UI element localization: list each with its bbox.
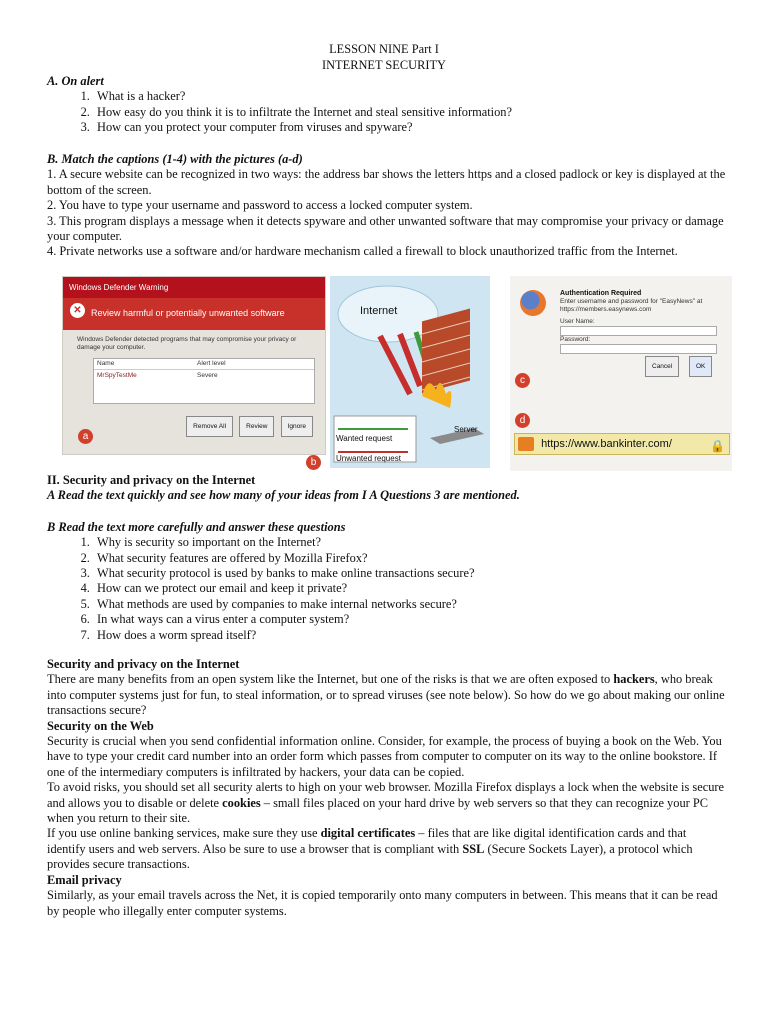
lesson-title: LESSON NINE Part I	[329, 42, 439, 56]
list-item: 4. How can we protect our email and keep it private?	[93, 581, 727, 596]
unwanted-request-label: Unwanted request	[336, 454, 401, 463]
figure-a-label: a	[78, 429, 93, 444]
list-item: 1. What is a hacker?	[93, 89, 727, 104]
list-item: 2. What security features are offered by Mozilla Firefox?	[93, 551, 727, 566]
list-item: 5. What methods are used by companies to make internal networks secure?	[93, 597, 727, 612]
figure-c-label: c	[515, 373, 530, 388]
section-ii-heading: II. Security and privacy on the Internet	[47, 473, 256, 487]
padlock-icon: 🔒	[710, 439, 725, 453]
bank-logo-icon	[518, 437, 534, 451]
col-alert-header: Alert level	[197, 359, 226, 367]
article-paragraph-2: Security is crucial when you send confidential information online. Consider, for example, the process of buying a book on the Web. You have to type your credit card number into an order form which passes from computer to computer on its way to the online bookstore. If one of the intermediary computers is infiltrated by hackers, your data can be copied.	[47, 734, 722, 779]
password-input[interactable]	[560, 344, 717, 354]
section-a-heading: A. On alert	[47, 74, 104, 88]
article-paragraph-4: If you use online banking services, make sure they use digital certificates – files that are like digital identification cards and that identify users and web servers. Also be sure to use a browser that is compliant with SSL (Secure Sockets Layer), a protocol which provides secure transactions.	[47, 826, 693, 872]
username-input[interactable]	[560, 326, 717, 336]
list-item: 2. How easy do you think it is to infiltrate the Internet and steal sensitive information?	[93, 105, 727, 120]
section-ii-questions	[47, 535, 727, 643]
shield-x-icon: ✕	[70, 303, 85, 318]
password-label: Password:	[560, 336, 591, 343]
caption-2: 2. You have to type your username and password to access a locked computer system.	[47, 198, 473, 213]
list-item: 3. What security protocol is used by banks to make online transactions secure?	[93, 566, 727, 581]
figure-d-address-bar[interactable]	[514, 433, 730, 455]
article-paragraph-1: There are many benefits from an open system like the Internet, but one of the risks is that we are often exposed to hackers, who break into computer systems just for fun, to steal information, or to spread viruses (see note below). So how do we go about making our online transactions secure?	[47, 672, 725, 718]
col-name-header: Name	[97, 359, 115, 367]
figure-b-label: b	[306, 455, 321, 470]
article-heading: Security and privacy on the Internet	[47, 657, 240, 671]
task-b: B Read the text more carefully and answer these questions	[47, 519, 346, 534]
threat-name: MrSpyTestMe	[97, 371, 137, 379]
figure-d-label: d	[515, 413, 530, 428]
auth-cancel-button[interactable]: Cancel	[645, 356, 679, 377]
email-privacy-heading: Email privacy	[47, 872, 122, 887]
defender-warning-banner	[63, 298, 325, 329]
auth-title: Authentication Required	[560, 290, 642, 297]
list-item: 1. Why is security so important on the Internet?	[93, 535, 727, 550]
server-label: Server	[454, 425, 478, 434]
review-button[interactable]: Review	[239, 416, 274, 437]
remove-all-button[interactable]: Remove All	[186, 416, 233, 437]
caption-3: 3. This program displays a message when it detects spyware and other unwanted software that may compromise your privacy or damage your computer.	[47, 213, 724, 244]
figure-b-firewall-diagram	[330, 276, 490, 468]
secure-url: https://www.bankinter.com/	[541, 438, 672, 450]
auth-prompt: Enter username and password for "EasyNews" at https://members.easynews.com	[560, 298, 703, 313]
auth-ok-button[interactable]: OK	[689, 356, 712, 377]
article-paragraph-5: Similarly, as your email travels across the Net, it is copied temporarily onto many computers in between. This means that it can be read by people who illegally enter computer systems.	[47, 888, 718, 918]
defender-warning-text: Review harmful or potentially unwanted software	[91, 308, 285, 319]
internet-label: Internet	[360, 305, 398, 317]
defender-body-text: Windows Defender detected programs that may compromise your privacy or damage your computer.	[77, 335, 297, 351]
section-b-heading: B. Match the captions (1-4) with the pictures (a-d)	[47, 152, 303, 166]
ignore-button[interactable]: Ignore	[281, 416, 313, 437]
task-a: A Read the text quickly and see how many of your ideas from I A Questions 3 are mentioned.	[47, 488, 520, 503]
lesson-subtitle: INTERNET SECURITY	[321, 58, 446, 72]
caption-4: 4. Private networks use a software and/or hardware mechanism called a firewall to block unauthorized traffic from the Internet.	[47, 244, 678, 259]
list-item: 6. In what ways can a virus enter a computer system?	[93, 612, 727, 627]
username-label: User Name:	[560, 318, 595, 325]
list-item: 7. How does a worm spread itself?	[93, 628, 727, 643]
table-row[interactable]	[94, 370, 314, 382]
security-web-heading: Security on the Web	[47, 718, 154, 733]
figure-a-defender-window	[62, 276, 326, 455]
caption-1: 1. A secure website can be recognized in two ways: the address bar shows the letters https and a closed padlock or key is displayed at the bottom of the screen.	[47, 167, 726, 197]
threat-level: Severe	[197, 371, 218, 379]
section-a-questions	[47, 89, 727, 135]
defender-list	[93, 358, 315, 404]
list-item: 3. How can you protect your computer from viruses and spyware?	[93, 120, 727, 135]
wanted-request-label: Wanted request	[336, 434, 393, 443]
firefox-icon	[520, 290, 546, 316]
article-paragraph-3: To avoid risks, you should set all security alerts to high on your web browser. Mozilla Firefox displays a lock when the website is secure and allows you to disable or delete cookies – small files placed on your hard drive by web servers so that they can recognize your PC when you return to their site.	[47, 780, 725, 826]
defender-window-title: Windows Defender Warning	[63, 277, 325, 298]
